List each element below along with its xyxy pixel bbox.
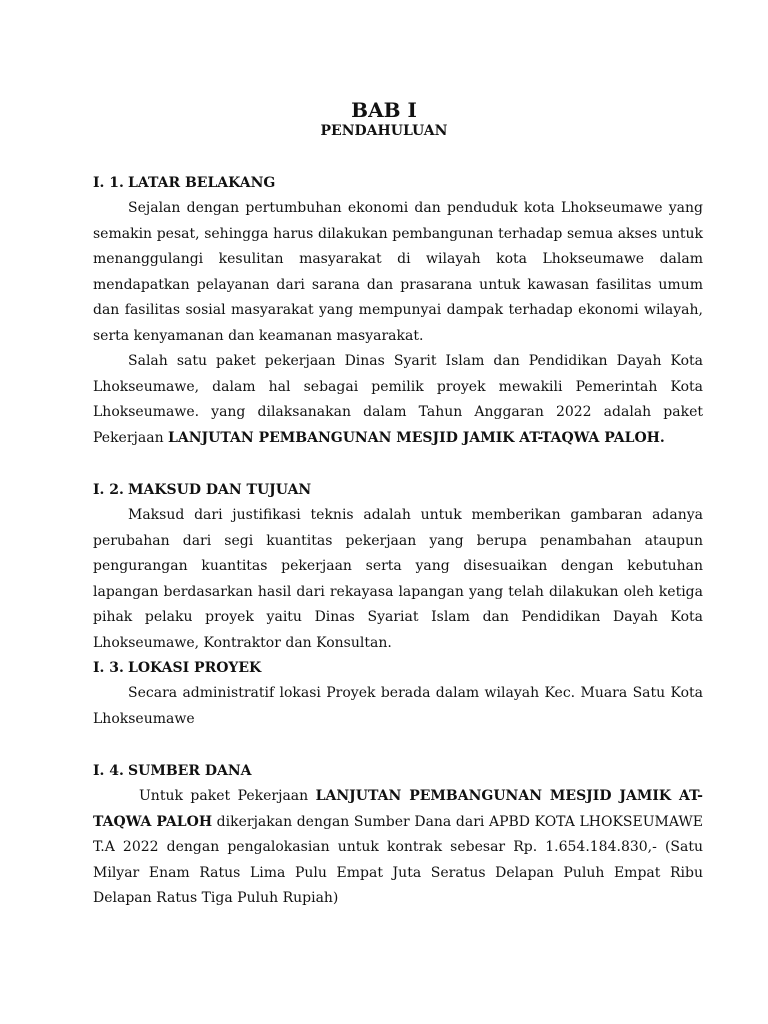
section-title: SUMBER DANA xyxy=(128,763,252,779)
section-heading xyxy=(93,758,703,784)
section-latar-belakang xyxy=(93,170,703,451)
paragraph: Secara administratif lokasi Proyek berada dalam wilayah Kec. Muara Satu Kota Lhokseumawe xyxy=(93,685,703,727)
paragraph: Sejalan dengan pertumbuhan ekonomi dan penduduk kota Lhokseumawe yang semakin pesat, sehingga harus dilakukan pembangunan terhadap semua akses untuk menanggulangi kesulitan masyarakat di wilayah kota Lhokseumawe dalam mendapatkan pelayanan dari sarana dan prasarana untuk kawasan fasilitas umum dan fasilitas sosial masyarakat yang mempunyai dampak terhadap ekonomi wilayah, serta kenyamanan dan keamanan masyarakat. xyxy=(93,200,703,344)
section-number: I. 1. xyxy=(93,175,124,191)
section-maksud-tujuan xyxy=(93,477,703,656)
chapter-title: PENDAHULUAN xyxy=(320,123,448,139)
project-name: LANJUTAN PEMBANGUNAN MESJID JAMIK AT-TAQWA PALOH xyxy=(93,788,703,830)
section-heading xyxy=(93,477,703,503)
section-heading xyxy=(93,655,703,681)
chapter-heading: BAB I xyxy=(351,98,417,122)
paragraph xyxy=(93,784,703,912)
paragraph: Maksud dari justifikasi teknis adalah untuk memberikan gambaran adanya perubahan dari segi kuantitas pekerjaan yang berupa penambahan ataupun pengurangan kuantitas pekerjaan serta yang disesuaikan dengan kebutuhan lapangan berdasarkan hasil dari rekayasa lapangan yang telah dilakukan oleh ketiga pihak pelaku proyek yaitu Dinas Syariat Islam dan Pendidikan Dayah Kota Lhokseumawe, Kontraktor dan Konsultan. xyxy=(93,507,703,651)
paragraph-text: Salah satu paket pekerjaan Dinas Syarit Islam dan Pendidikan Dayah Kota Lhokseumawe, dalam hal sebagai pemilik proyek mewakili Pemerintah Kota Lhokseumawe. yang dilaksanakan dalam Tahun Anggaran 2022 adalah paket Pekerjaan xyxy=(93,353,703,446)
section-number: I. 2. xyxy=(93,482,124,498)
paragraph-text: Untuk paket Pekerjaan xyxy=(139,788,316,804)
project-name: LANJUTAN PEMBANGUNAN MESJID JAMIK AT-TAQWA PALOH. xyxy=(168,429,665,446)
section-sumber-dana xyxy=(93,758,703,912)
section-title: LATAR BELAKANG xyxy=(128,175,276,191)
section-number: I. 3. xyxy=(93,660,124,676)
section-title: LOKASI PROYEK xyxy=(128,660,262,676)
section-lokasi-proyek xyxy=(93,655,703,732)
section-heading xyxy=(93,170,703,196)
section-title: MAKSUD DAN TUJUAN xyxy=(128,482,312,498)
section-number: I. 4. xyxy=(93,763,124,779)
paragraph xyxy=(93,349,703,451)
paragraph-text: dikerjakan dengan Sumber Dana dari APBD KOTA LHOKSEUMAWE T.A 2022 dengan pengalokasian untuk kontrak sebesar Rp. 1.654.184.830,- (Satu Milyar Enam Ratus Lima Pulu Empat Juta Seratus Delapan Puluh Empat Ribu Delapan Ratus Tiga Puluh Rupiah) xyxy=(93,813,703,906)
